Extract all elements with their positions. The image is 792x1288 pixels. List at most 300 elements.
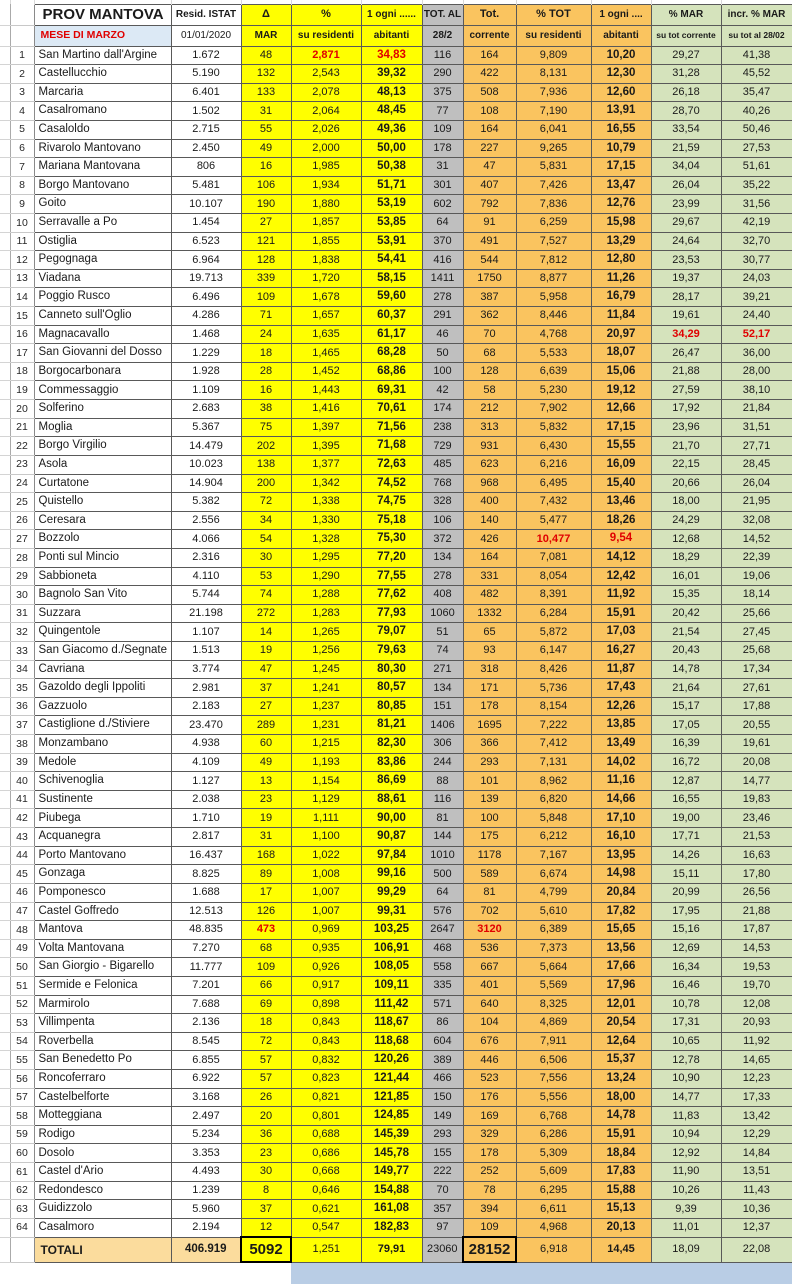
cell-resid[interactable]: 2.817	[171, 828, 241, 847]
cell-corr[interactable]: 426	[463, 530, 516, 549]
cell-resid[interactable]: 14.479	[171, 437, 241, 456]
cell-ogni2[interactable]: 20,13	[591, 1218, 651, 1237]
cell-mar[interactable]: 15,17	[651, 697, 721, 716]
cell-ogni2[interactable]: 11,84	[591, 307, 651, 326]
cell-name[interactable]: San Benedetto Po	[34, 1051, 171, 1070]
row-number[interactable]: 58	[10, 1107, 34, 1126]
cell-total[interactable]: 500	[422, 865, 463, 884]
cell-ogni1[interactable]: 80,85	[361, 697, 422, 716]
cell-resid[interactable]: 2.497	[171, 1107, 241, 1126]
row-number[interactable]: 40	[10, 772, 34, 791]
cell-delta[interactable]: 109	[241, 958, 291, 977]
cell-corr[interactable]: 968	[463, 474, 516, 493]
cell-ogni2[interactable]: 16,27	[591, 642, 651, 661]
cell-name[interactable]: Curtatone	[34, 474, 171, 493]
cell-incr[interactable]: 36,00	[721, 344, 792, 363]
cell-incr[interactable]: 17,80	[721, 865, 792, 884]
cell-mar[interactable]: 15,11	[651, 865, 721, 884]
cell-pct[interactable]: 1,857	[291, 213, 361, 232]
cell-resid[interactable]: 2.450	[171, 139, 241, 158]
cell-mar[interactable]: 34,29	[651, 325, 721, 344]
cell-delta[interactable]: 66	[241, 976, 291, 995]
cell-mar[interactable]: 21,59	[651, 139, 721, 158]
row-number[interactable]: 7	[10, 158, 34, 177]
cell-resid[interactable]: 1.513	[171, 642, 241, 661]
cell-pct[interactable]: 1,245	[291, 660, 361, 679]
cell-corr[interactable]: 47	[463, 158, 516, 177]
cell-pct[interactable]: 0,926	[291, 958, 361, 977]
cell-delta[interactable]: 72	[241, 493, 291, 512]
cell-mar[interactable]: 26,18	[651, 83, 721, 102]
cell-total[interactable]: 222	[422, 1163, 463, 1182]
cell-resid[interactable]: 8.825	[171, 865, 241, 884]
cell-total[interactable]: 372	[422, 530, 463, 549]
cell-pcttot[interactable]: 8,446	[516, 307, 591, 326]
row-number[interactable]: 46	[10, 883, 34, 902]
cell-name[interactable]: Castel d'Ario	[34, 1163, 171, 1182]
cell-mar[interactable]: 29,67	[651, 213, 721, 232]
cell-pcttot[interactable]: 4,799	[516, 883, 591, 902]
cell-corr[interactable]: 394	[463, 1200, 516, 1219]
row-number[interactable]: 21	[10, 418, 34, 437]
cell-pct[interactable]: 1,328	[291, 530, 361, 549]
cell-corr[interactable]: 401	[463, 976, 516, 995]
cell-resid[interactable]: 14.904	[171, 474, 241, 493]
cell-name[interactable]: Volta Mantovana	[34, 939, 171, 958]
row-number[interactable]	[10, 1237, 34, 1262]
cell-ogni2[interactable]: 18,07	[591, 344, 651, 363]
cell-total[interactable]: 174	[422, 400, 463, 419]
cell-ogni1[interactable]: 97,84	[361, 846, 422, 865]
cell-pcttot[interactable]: 7,167	[516, 846, 591, 865]
cell-pcttot[interactable]: 7,556	[516, 1070, 591, 1089]
cell-pct[interactable]: 1,657	[291, 307, 361, 326]
cell-delta[interactable]: 47	[241, 660, 291, 679]
cell-ogni1[interactable]: 124,85	[361, 1107, 422, 1126]
cell-pcttot[interactable]: 6,495	[516, 474, 591, 493]
cell-total[interactable]: 389	[422, 1051, 463, 1070]
cell-ogni1[interactable]: 90,87	[361, 828, 422, 847]
cell-corr[interactable]: 91	[463, 213, 516, 232]
cell-delta[interactable]: 48	[241, 46, 291, 65]
cell-total[interactable]: 100	[422, 362, 463, 381]
cell-name[interactable]: Viadana	[34, 269, 171, 288]
cell-pct[interactable]: 0,832	[291, 1051, 361, 1070]
cell-delta[interactable]: 202	[241, 437, 291, 456]
cell-resid[interactable]: 1.688	[171, 883, 241, 902]
cell-total[interactable]: 74	[422, 642, 463, 661]
cell-ogni2[interactable]: 12,26	[591, 697, 651, 716]
cell-total[interactable]: 77	[422, 102, 463, 121]
cell-delta[interactable]: 49	[241, 753, 291, 772]
cell-total[interactable]: 357	[422, 1200, 463, 1219]
cell-mar[interactable]: 18,00	[651, 493, 721, 512]
cell-ogni1[interactable]: 154,88	[361, 1181, 422, 1200]
totals-ogni2[interactable]: 14,45	[591, 1237, 651, 1262]
cell-ogni2[interactable]: 12,60	[591, 83, 651, 102]
cell-mar[interactable]: 16,55	[651, 790, 721, 809]
cell-pcttot[interactable]: 7,081	[516, 548, 591, 567]
cell-name[interactable]: Moglia	[34, 418, 171, 437]
cell-name[interactable]: Pomponesco	[34, 883, 171, 902]
cell-resid[interactable]: 4.938	[171, 735, 241, 754]
cell-pct[interactable]: 1,007	[291, 883, 361, 902]
cell-pcttot[interactable]: 7,836	[516, 195, 591, 214]
cell-delta[interactable]: 8	[241, 1181, 291, 1200]
cell-total[interactable]: 150	[422, 1088, 463, 1107]
cell-mar[interactable]: 20,43	[651, 642, 721, 661]
row-number[interactable]: 15	[10, 307, 34, 326]
row-number[interactable]: 59	[10, 1125, 34, 1144]
cell-delta[interactable]: 27	[241, 213, 291, 232]
cell-total[interactable]: 151	[422, 697, 463, 716]
cell-incr[interactable]: 27,53	[721, 139, 792, 158]
cell-total[interactable]: 293	[422, 1125, 463, 1144]
cell-incr[interactable]: 20,55	[721, 716, 792, 735]
cell-resid[interactable]: 2.038	[171, 790, 241, 809]
cell-resid[interactable]: 6.496	[171, 288, 241, 307]
cell-corr[interactable]: 400	[463, 493, 516, 512]
cell-resid[interactable]: 1.239	[171, 1181, 241, 1200]
cell-name[interactable]: Castiglione d./Stiviere	[34, 716, 171, 735]
col-header-incr-sub[interactable]: su tot al 28/02	[721, 25, 792, 46]
cell-total[interactable]: 116	[422, 790, 463, 809]
cell-ogni2[interactable]: 12,76	[591, 195, 651, 214]
cell-ogni1[interactable]: 48,45	[361, 102, 422, 121]
cell-resid[interactable]: 6.964	[171, 251, 241, 270]
cell-corr[interactable]: 58	[463, 381, 516, 400]
cell-resid[interactable]: 7.688	[171, 995, 241, 1014]
cell-delta[interactable]: 69	[241, 995, 291, 1014]
cell-mar[interactable]: 31,28	[651, 65, 721, 84]
cell-total[interactable]: 31	[422, 158, 463, 177]
cell-corr[interactable]: 81	[463, 883, 516, 902]
cell-ogni2[interactable]: 16,79	[591, 288, 651, 307]
cell-ogni2[interactable]: 17,66	[591, 958, 651, 977]
cell-incr[interactable]: 21,84	[721, 400, 792, 419]
cell-resid[interactable]: 19.713	[171, 269, 241, 288]
row-number[interactable]: 45	[10, 865, 34, 884]
cell-total[interactable]: 42	[422, 381, 463, 400]
cell-incr[interactable]: 17,88	[721, 697, 792, 716]
cell-resid[interactable]: 2.194	[171, 1218, 241, 1237]
row-number[interactable]: 8	[10, 176, 34, 195]
row-number[interactable]: 51	[10, 976, 34, 995]
cell-mar[interactable]: 26,04	[651, 176, 721, 195]
row-number[interactable]: 29	[10, 567, 34, 586]
cell-mar[interactable]: 14,78	[651, 660, 721, 679]
cell-mar[interactable]: 16,39	[651, 735, 721, 754]
cell-corr[interactable]: 792	[463, 195, 516, 214]
cell-ogni1[interactable]: 77,55	[361, 567, 422, 586]
cell-total[interactable]: 134	[422, 679, 463, 698]
cell-ogni2[interactable]: 10,79	[591, 139, 651, 158]
cell-total[interactable]: 335	[422, 976, 463, 995]
cell-ogni1[interactable]: 71,68	[361, 437, 422, 456]
cell-resid[interactable]: 5.744	[171, 586, 241, 605]
cell-ogni1[interactable]: 49,36	[361, 120, 422, 139]
cell-name[interactable]: Asola	[34, 455, 171, 474]
cell-name[interactable]: Quingentole	[34, 623, 171, 642]
cell-delta[interactable]: 74	[241, 586, 291, 605]
cell-corr[interactable]: 164	[463, 46, 516, 65]
cell-ogni2[interactable]: 14,78	[591, 1107, 651, 1126]
cell-ogni1[interactable]: 53,91	[361, 232, 422, 251]
cell-pct[interactable]: 1,678	[291, 288, 361, 307]
cell-incr[interactable]: 20,08	[721, 753, 792, 772]
col-header-delta[interactable]: Δ	[241, 4, 291, 25]
cell-pct[interactable]: 1,231	[291, 716, 361, 735]
cell-pcttot[interactable]: 7,432	[516, 493, 591, 512]
cell-ogni2[interactable]: 13,47	[591, 176, 651, 195]
cell-ogni1[interactable]: 111,42	[361, 995, 422, 1014]
cell-mar[interactable]: 29,27	[651, 46, 721, 65]
cell-pcttot[interactable]: 6,147	[516, 642, 591, 661]
cell-name[interactable]: Sustinente	[34, 790, 171, 809]
cell-mar[interactable]: 16,46	[651, 976, 721, 995]
cell-incr[interactable]: 21,53	[721, 828, 792, 847]
cell-total[interactable]: 1060	[422, 604, 463, 623]
cell-ogni2[interactable]: 14,66	[591, 790, 651, 809]
cell-resid[interactable]: 6.922	[171, 1070, 241, 1089]
cell-ogni2[interactable]: 13,46	[591, 493, 651, 512]
cell-name[interactable]: Castel Goffredo	[34, 902, 171, 921]
cell-name[interactable]: Gazzuolo	[34, 697, 171, 716]
cell-total[interactable]: 602	[422, 195, 463, 214]
cell-corr[interactable]: 544	[463, 251, 516, 270]
cell-mar[interactable]: 14,77	[651, 1088, 721, 1107]
cell-ogni2[interactable]: 17,15	[591, 418, 651, 437]
cell-incr[interactable]: 13,42	[721, 1107, 792, 1126]
row-number[interactable]: 10	[10, 213, 34, 232]
cell-ogni2[interactable]: 15,13	[591, 1200, 651, 1219]
row-number[interactable]: 33	[10, 642, 34, 661]
row-number[interactable]: 31	[10, 604, 34, 623]
col-header-delta-sub[interactable]: MAR	[241, 25, 291, 46]
cell-corr[interactable]: 104	[463, 1014, 516, 1033]
cell-ogni1[interactable]: 69,31	[361, 381, 422, 400]
cell-total[interactable]: 116	[422, 46, 463, 65]
cell-pcttot[interactable]: 8,426	[516, 660, 591, 679]
cell-ogni1[interactable]: 39,32	[361, 65, 422, 84]
cell-name[interactable]: Borgocarbonara	[34, 362, 171, 381]
cell-ogni2[interactable]: 12,66	[591, 400, 651, 419]
row-number[interactable]: 42	[10, 809, 34, 828]
cell-mar[interactable]: 12,87	[651, 772, 721, 791]
cell-ogni1[interactable]: 50,38	[361, 158, 422, 177]
cell-mar[interactable]: 28,70	[651, 102, 721, 121]
cell-ogni2[interactable]: 17,96	[591, 976, 651, 995]
cell-mar[interactable]: 23,99	[651, 195, 721, 214]
cell-ogni2[interactable]: 9,54	[591, 530, 651, 549]
cell-pcttot[interactable]: 9,809	[516, 46, 591, 65]
cell-ogni2[interactable]: 12,80	[591, 251, 651, 270]
cell-corr[interactable]: 331	[463, 567, 516, 586]
cell-pcttot[interactable]: 7,936	[516, 83, 591, 102]
cell-corr[interactable]: 508	[463, 83, 516, 102]
cell-ogni2[interactable]: 13,95	[591, 846, 651, 865]
cell-name[interactable]: Marmirolo	[34, 995, 171, 1014]
cell-ogni1[interactable]: 71,56	[361, 418, 422, 437]
cell-name[interactable]: Castelbelforte	[34, 1088, 171, 1107]
cell-pct[interactable]: 1,193	[291, 753, 361, 772]
cell-corr[interactable]: 93	[463, 642, 516, 661]
row-number[interactable]: 26	[10, 511, 34, 530]
cell-name[interactable]: Acquanegra	[34, 828, 171, 847]
cell-mar[interactable]: 19,61	[651, 307, 721, 326]
row-number[interactable]: 14	[10, 288, 34, 307]
cell-total[interactable]: 244	[422, 753, 463, 772]
cell-delta[interactable]: 49	[241, 139, 291, 158]
cell-ogni2[interactable]: 17,43	[591, 679, 651, 698]
cell-incr[interactable]: 21,88	[721, 902, 792, 921]
cell-resid[interactable]: 10.107	[171, 195, 241, 214]
cell-delta[interactable]: 16	[241, 158, 291, 177]
cell-pcttot[interactable]: 7,527	[516, 232, 591, 251]
cell-resid[interactable]: 4.066	[171, 530, 241, 549]
col-header-total-sub[interactable]: 28/2	[422, 25, 463, 46]
row-number-header[interactable]	[10, 4, 34, 25]
cell-pct[interactable]: 1,443	[291, 381, 361, 400]
cell-total[interactable]: 306	[422, 735, 463, 754]
cell-pcttot[interactable]: 5,664	[516, 958, 591, 977]
cell-pcttot[interactable]: 5,832	[516, 418, 591, 437]
cell-pct[interactable]: 1,290	[291, 567, 361, 586]
cell-pcttot[interactable]: 6,286	[516, 1125, 591, 1144]
cell-name[interactable]: Villimpenta	[34, 1014, 171, 1033]
cell-pct[interactable]: 0,823	[291, 1070, 361, 1089]
cell-total[interactable]: 86	[422, 1014, 463, 1033]
cell-corr[interactable]: 318	[463, 660, 516, 679]
totals-pcttot[interactable]: 6,918	[516, 1237, 591, 1262]
cell-name[interactable]: Pegognaga	[34, 251, 171, 270]
cell-mar[interactable]: 18,29	[651, 548, 721, 567]
cell-ogni2[interactable]: 15,06	[591, 362, 651, 381]
cell-incr[interactable]: 17,34	[721, 660, 792, 679]
cell-total[interactable]: 558	[422, 958, 463, 977]
cell-resid[interactable]: 6.855	[171, 1051, 241, 1070]
cell-pct[interactable]: 1,377	[291, 455, 361, 474]
cell-delta[interactable]: 14	[241, 623, 291, 642]
cell-pcttot[interactable]: 7,902	[516, 400, 591, 419]
cell-name[interactable]: Piubega	[34, 809, 171, 828]
cell-corr[interactable]: 169	[463, 1107, 516, 1126]
cell-total[interactable]: 301	[422, 176, 463, 195]
cell-ogni2[interactable]: 10,20	[591, 46, 651, 65]
cell-mar[interactable]: 17,95	[651, 902, 721, 921]
col-header-mar[interactable]: % MAR	[651, 4, 721, 25]
cell-pct[interactable]: 0,621	[291, 1200, 361, 1219]
cell-delta[interactable]: 121	[241, 232, 291, 251]
cell-total[interactable]: 1406	[422, 716, 463, 735]
row-number[interactable]: 20	[10, 400, 34, 419]
cell-pct[interactable]: 1,985	[291, 158, 361, 177]
cell-pcttot[interactable]: 5,610	[516, 902, 591, 921]
cell-mar[interactable]: 11,90	[651, 1163, 721, 1182]
cell-ogni1[interactable]: 80,30	[361, 660, 422, 679]
cell-pct[interactable]: 1,111	[291, 809, 361, 828]
cell-resid[interactable]: 5.960	[171, 1200, 241, 1219]
cell-pct[interactable]: 1,288	[291, 586, 361, 605]
row-number[interactable]: 12	[10, 251, 34, 270]
row-number[interactable]: 50	[10, 958, 34, 977]
cell-name[interactable]: Suzzara	[34, 604, 171, 623]
row-number[interactable]: 52	[10, 995, 34, 1014]
cell-pct[interactable]: 1,452	[291, 362, 361, 381]
cell-corr[interactable]: 589	[463, 865, 516, 884]
cell-total[interactable]: 290	[422, 65, 463, 84]
cell-delta[interactable]: 473	[241, 921, 291, 940]
cell-delta[interactable]: 27	[241, 697, 291, 716]
cell-name[interactable]: Bozzolo	[34, 530, 171, 549]
cell-total[interactable]: 149	[422, 1107, 463, 1126]
cell-total[interactable]: 604	[422, 1032, 463, 1051]
cell-delta[interactable]: 138	[241, 455, 291, 474]
row-number[interactable]: 48	[10, 921, 34, 940]
cell-delta[interactable]: 190	[241, 195, 291, 214]
cell-ogni2[interactable]: 15,98	[591, 213, 651, 232]
cell-corr[interactable]: 362	[463, 307, 516, 326]
cell-ogni1[interactable]: 145,78	[361, 1144, 422, 1163]
row-number[interactable]: 43	[10, 828, 34, 847]
cell-delta[interactable]: 68	[241, 939, 291, 958]
cell-corr[interactable]: 178	[463, 697, 516, 716]
cell-name[interactable]: Cavriana	[34, 660, 171, 679]
cell-ogni2[interactable]: 15,40	[591, 474, 651, 493]
cell-mar[interactable]: 17,31	[651, 1014, 721, 1033]
cell-corr[interactable]: 139	[463, 790, 516, 809]
cell-name[interactable]: Bagnolo San Vito	[34, 586, 171, 605]
cell-delta[interactable]: 34	[241, 511, 291, 530]
cell-ogni2[interactable]: 14,02	[591, 753, 651, 772]
cell-name[interactable]: Goito	[34, 195, 171, 214]
cell-mar[interactable]: 34,04	[651, 158, 721, 177]
col-header-resid[interactable]: Resid. ISTAT	[171, 4, 241, 25]
cell-total[interactable]: 238	[422, 418, 463, 437]
cell-corr[interactable]: 252	[463, 1163, 516, 1182]
cell-incr[interactable]: 38,10	[721, 381, 792, 400]
cell-mar[interactable]: 17,71	[651, 828, 721, 847]
cell-total[interactable]: 51	[422, 623, 463, 642]
cell-corr[interactable]: 109	[463, 1218, 516, 1237]
cell-mar[interactable]: 28,17	[651, 288, 721, 307]
cell-ogni1[interactable]: 99,29	[361, 883, 422, 902]
cell-delta[interactable]: 60	[241, 735, 291, 754]
cell-corr[interactable]: 931	[463, 437, 516, 456]
cell-delta[interactable]: 37	[241, 1200, 291, 1219]
cell-name[interactable]: Sermide e Felonica	[34, 976, 171, 995]
cell-resid[interactable]: 4.109	[171, 753, 241, 772]
row-number[interactable]: 4	[10, 102, 34, 121]
row-number[interactable]: 38	[10, 735, 34, 754]
cell-incr[interactable]: 13,51	[721, 1163, 792, 1182]
cell-resid[interactable]: 3.353	[171, 1144, 241, 1163]
cell-incr[interactable]: 28,00	[721, 362, 792, 381]
cell-pct[interactable]: 1,465	[291, 344, 361, 363]
cell-ogni2[interactable]: 18,84	[591, 1144, 651, 1163]
cell-ogni1[interactable]: 109,11	[361, 976, 422, 995]
month-label[interactable]: MESE DI MARZO	[34, 25, 171, 46]
row-number[interactable]: 57	[10, 1088, 34, 1107]
cell-delta[interactable]: 30	[241, 1163, 291, 1182]
cell-pcttot[interactable]: 4,869	[516, 1014, 591, 1033]
cell-ogni2[interactable]: 13,24	[591, 1070, 651, 1089]
totals-mar[interactable]: 18,09	[651, 1237, 721, 1262]
cell-pcttot[interactable]: 7,373	[516, 939, 591, 958]
cell-pct[interactable]: 2,064	[291, 102, 361, 121]
cell-delta[interactable]: 126	[241, 902, 291, 921]
cell-delta[interactable]: 12	[241, 1218, 291, 1237]
